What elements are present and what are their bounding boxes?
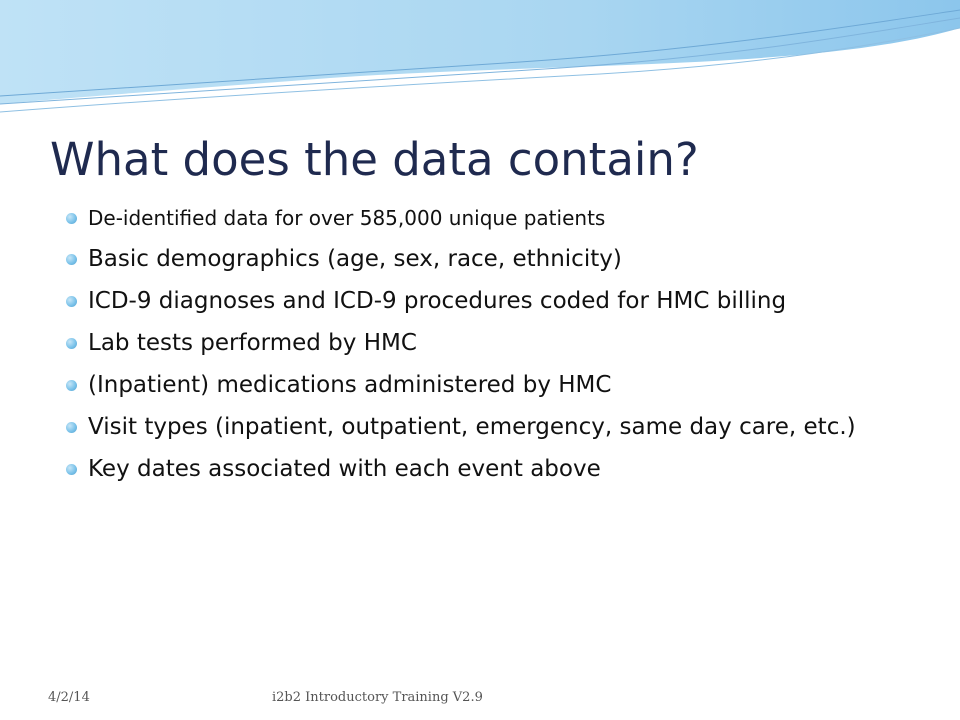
- footer-title: i2b2 Introductory Training V2.9: [272, 690, 483, 705]
- bullet-dot-icon: [66, 254, 77, 265]
- bullet-text: Key dates associated with each event above: [88, 456, 601, 482]
- bullet-dot-icon: [66, 422, 77, 433]
- bullet-dot-icon: [66, 380, 77, 391]
- bullet-item: [66, 412, 886, 442]
- bullet-item: [66, 328, 886, 358]
- slide-title: What does the data contain?: [50, 133, 699, 186]
- bullet-item: [66, 204, 886, 232]
- bullet-item: [66, 244, 886, 274]
- bullet-text: Lab tests performed by HMC: [88, 330, 417, 356]
- bullet-dot-icon: [66, 296, 77, 307]
- bullet-text: Visit types (inpatient, outpatient, emergency, same day care, etc.): [88, 414, 856, 440]
- bullet-text: (Inpatient) medications administered by HMC: [88, 372, 612, 398]
- bullet-dot-icon: [66, 213, 77, 224]
- bullet-item: [66, 286, 886, 316]
- header-wave-decoration: [0, 0, 960, 120]
- bullet-item: [66, 370, 886, 400]
- bullet-text: Basic demographics (age, sex, race, ethnicity): [88, 246, 622, 272]
- bullet-item: [66, 454, 886, 484]
- bullet-list: [66, 204, 886, 496]
- bullet-dot-icon: [66, 338, 77, 349]
- bullet-text: ICD-9 diagnoses and ICD-9 procedures coded for HMC billing: [88, 288, 787, 314]
- footer-date: 4/2/14: [48, 690, 90, 705]
- bullet-text: De-identified data for over 585,000 unique patients: [88, 206, 606, 230]
- bullet-dot-icon: [66, 464, 77, 475]
